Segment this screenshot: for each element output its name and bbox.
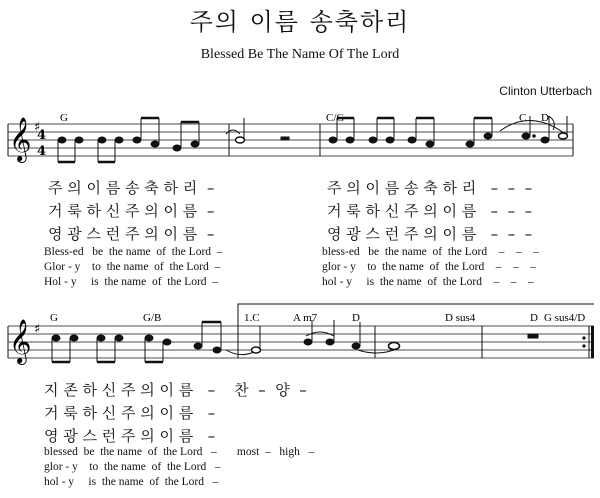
lyric-line-english: blessed be the name of the Lord – most – high –: [44, 446, 315, 458]
lyric-line-korean: 영 광 스 런 주 의 이 름 – – –: [327, 225, 533, 243]
chord-symbol: G: [60, 112, 68, 124]
lyric-line-english: Bless-ed be the name of the Lord –: [44, 246, 223, 258]
time-signature-lower: 4: [37, 144, 47, 159]
chord-symbol: 1.C: [244, 312, 260, 324]
treble-clef-icon: 𝄞: [9, 117, 32, 161]
treble-clef-icon: 𝄞: [9, 319, 32, 363]
final-repeat-barline: [591, 326, 594, 358]
lyric-line-english: hol - y is the name of the Lord – – –: [322, 276, 534, 288]
chord-symbol: G sus4/D: [544, 312, 586, 324]
lyric-line-korean: 거 룩 하 신 주 의 이 름 –: [44, 404, 216, 422]
staff-system-1: [8, 124, 573, 156]
tie: [358, 350, 394, 353]
sharp-key-signature-icon: ♯: [34, 322, 41, 337]
song-title: 주의 이름 송축하리: [189, 8, 411, 36]
chord-symbol: D sus4: [445, 312, 476, 324]
lyric-line-korean: 거 룩 하 신 주 의 이 름 – – –: [327, 202, 533, 220]
chord-symbol: G/B: [143, 312, 162, 324]
lyric-line-english: Glor - y to the name of the Lord –: [44, 261, 221, 273]
tie: [226, 350, 254, 355]
song-subtitle: Blessed Be The Name Of The Lord: [200, 47, 400, 62]
chord-symbol: A m7: [293, 312, 318, 324]
lyric-line-english: bless-ed be the name of the Lord – – –: [322, 246, 539, 258]
lyric-line-korean: 주 의 이 름 송 축 하 리 –: [48, 179, 215, 197]
lyric-line-korean: 영 광 스 런 주 의 이 름 –: [44, 427, 216, 445]
lyric-line-english: Hol - y is the name of the Lord –: [44, 276, 219, 288]
lyric-line-english: hol - y is the name of the Lord –: [44, 476, 219, 488]
repeat-dot: [582, 344, 585, 347]
lyric-line-korean: 영 광 스 런 주 의 이 름 –: [48, 225, 215, 243]
repeat-dot: [582, 336, 585, 339]
chord-symbol: G: [50, 312, 58, 324]
chord-symbol: D: [541, 112, 549, 124]
notes-system-1: [58, 116, 568, 162]
chord-symbol: D: [352, 312, 360, 324]
chord-symbol: C/G: [326, 112, 345, 124]
chord-symbol: D: [530, 312, 538, 324]
sharp-key-signature-icon: ♯: [34, 120, 41, 135]
composer-credit: Clinton Utterbach: [499, 84, 592, 98]
lyric-line-english: glor - y to the name of the Lord – – –: [322, 261, 536, 273]
first-ending-bracket: [238, 304, 594, 327]
lyric-line-english: glor - y to the name of the Lord –: [44, 461, 221, 473]
staff-system-2: [8, 326, 594, 358]
time-signature: 4: [37, 128, 47, 143]
lyric-line-korean: 거 룩 하 신 주 의 이 름 –: [48, 202, 215, 220]
chord-symbol: C: [519, 112, 527, 124]
lyric-line-korean: 지 존 하 신 주 의 이 름 – 찬 – 양 –: [44, 381, 307, 399]
lyric-line-korean: 주 의 이 름 송 축 하 리 – – –: [327, 179, 533, 197]
